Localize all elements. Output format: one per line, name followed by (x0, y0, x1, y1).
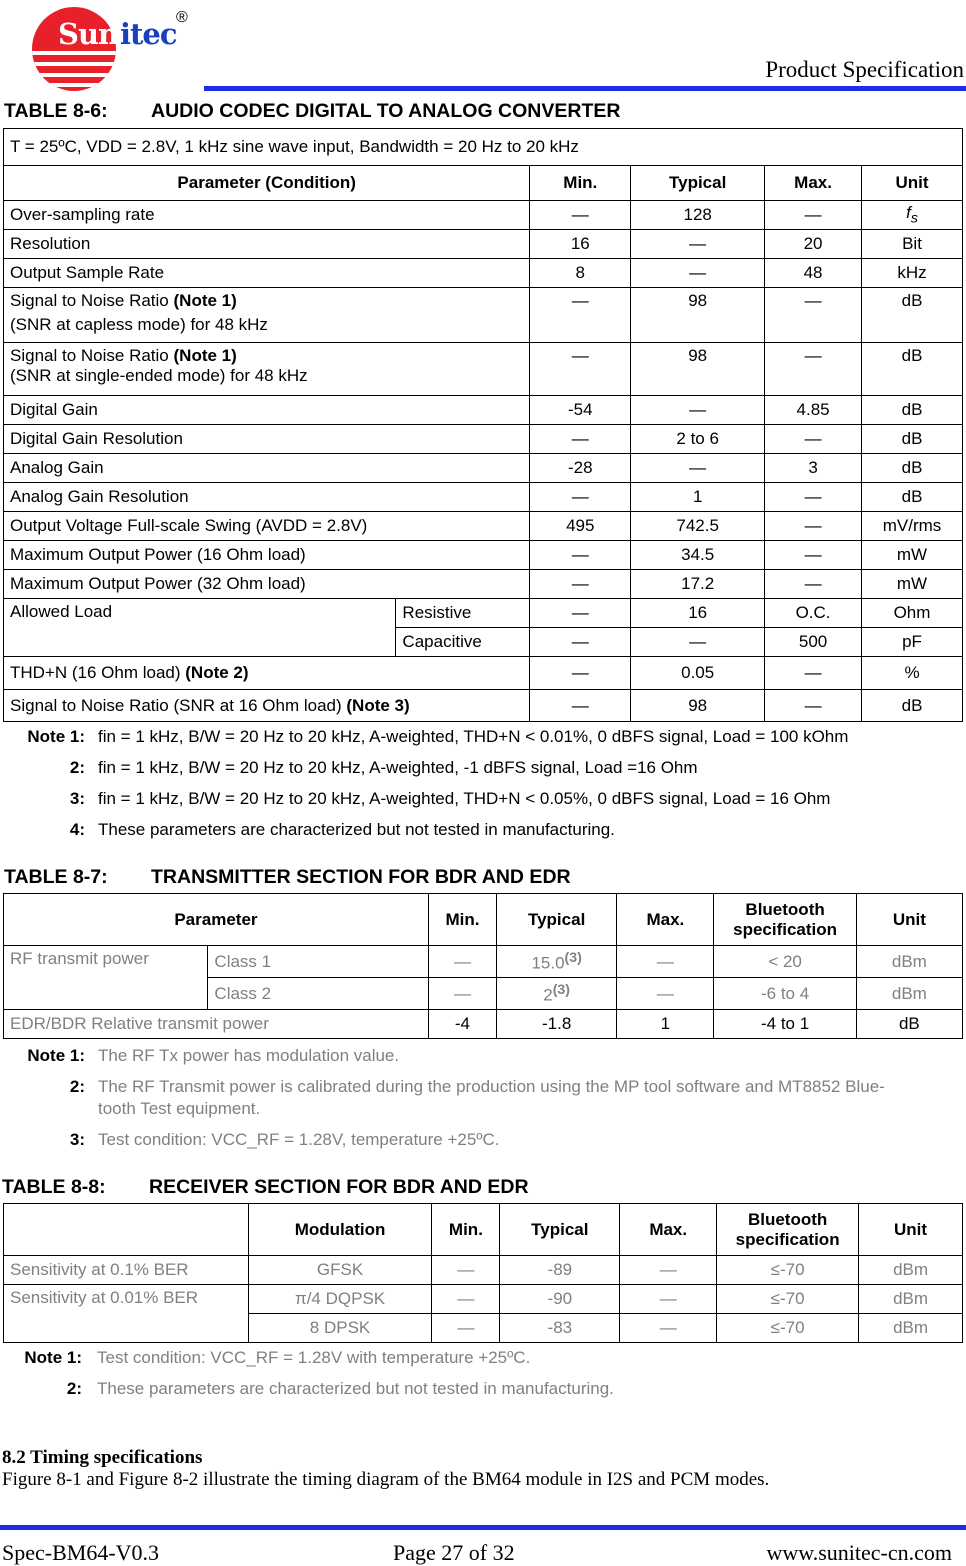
col-header-max: Max. (620, 1204, 717, 1256)
table-row: THD+N (16 Ohm load) (Note 2) — 0.05 — % (4, 657, 963, 690)
col-header-unit: Unit (859, 1204, 963, 1256)
col-header-unit: Unit (862, 166, 963, 201)
footer-page-number: Page 27 of 32 (393, 1540, 515, 1565)
table-row: Analog Gain -28 — 3 dB (4, 454, 963, 483)
table-8-6 (3, 128, 963, 722)
table-row: Signal to Noise Ratio (Note 1) (SNR at single-ended mode) for 48 kHz — 98 — dB (4, 343, 963, 396)
col-header-unit: Unit (856, 894, 962, 946)
header-rule (204, 86, 966, 91)
table-8-7-caption: TABLE 8-7: TRANSMITTER SECTION FOR BDR AND EDR (4, 866, 571, 888)
table-row: Output Voltage Full-scale Swing (AVDD = 2.8V) 495 742.5 — mV/rms (4, 512, 963, 541)
logo-text-itec: itec (120, 17, 177, 51)
section-heading: 8.2 Timing specifications (2, 1447, 203, 1468)
table-row: Over-sampling rate — 128 — $f_s$ (4, 201, 963, 230)
col-header-bt-spec: Bluetooth specification (717, 1204, 859, 1256)
table-row: Sensitivity at 0.01% BER π/4 DQPSK — -90 — ≤-70 dBm (4, 1285, 963, 1314)
col-header-min: Min. (432, 1204, 500, 1256)
col-header-max: Max. (617, 894, 714, 946)
table-row: Output Sample Rate 8 — 48 kHz (4, 259, 963, 288)
header-title: Product Specification (765, 57, 964, 82)
col-header-modulation: Modulation (248, 1204, 432, 1256)
table-8-8-caption: TABLE 8-8: RECEIVER SECTION FOR BDR AND EDR (2, 1176, 529, 1198)
table-row: Allowed Load Resistive — 16 O.C. Ohm (4, 599, 963, 628)
col-header-parameter: Parameter (Condition) (4, 166, 530, 201)
col-header-bt-spec: Bluetooth specification (714, 894, 856, 946)
footer-rule (0, 1525, 966, 1530)
col-header-typical: Typical (631, 166, 765, 201)
table-8-6-caption: TABLE 8-6: AUDIO CODEC DIGITAL TO ANALOG CONVERTER (4, 100, 621, 122)
col-header-max: Max. (765, 166, 862, 201)
sunitec-logo (28, 5, 198, 95)
table-8-6-conditions: T = 25ºC, VDD = 2.8V, 1 kHz sine wave input, Bandwidth = 20 Hz to 20 kHz (4, 129, 963, 166)
section-8-2 (2, 1447, 769, 1491)
col-header-typical: Typical (500, 1204, 620, 1256)
table-row: Digital Gain Resolution — 2 to 6 — dB (4, 425, 963, 454)
table-row: Analog Gain Resolution — 1 — dB (4, 483, 963, 512)
col-header-parameter: Parameter (4, 894, 429, 946)
table-row: Signal to Noise Ratio (Note 1) (SNR at capless mode) for 48 kHz — 98 — dB (4, 288, 963, 343)
table-row: Resolution 16 — 20 Bit (4, 230, 963, 259)
table-row: Signal to Noise Ratio (SNR at 16 Ohm load) (Note 3) — 98 — dB (4, 690, 963, 722)
table-row: Maximum Output Power (16 Ohm load) — 34.5 — mW (4, 541, 963, 570)
col-header-min: Min. (428, 894, 496, 946)
footer-doc-id: Spec-BM64-V0.3 (2, 1540, 160, 1565)
section-body: Figure 8-1 and Figure 8-2 illustrate the timing diagram of the BM64 module in I2S and PCM modes. (2, 1469, 770, 1490)
table-row: Sensitivity at 0.1% BER GFSK — -89 — ≤-70 dBm (4, 1256, 963, 1285)
table-row: Class 2 — 2$^{(3)}$ — -6 to 4 dBm (4, 978, 963, 1010)
table-8-7 (3, 893, 963, 1039)
fs-unit: $f_s$ (906, 203, 918, 227)
table-row: Digital Gain -54 — 4.85 dB (4, 396, 963, 425)
col-header-typical: Typical (497, 894, 617, 946)
footer-website: www.sunitec-cn.com (766, 1540, 952, 1565)
col-header-min: Min. (530, 166, 631, 201)
table-row: 8 DPSK — -83 — ≤-70 dBm (4, 1314, 963, 1343)
table-row: Maximum Output Power (32 Ohm load) — 17.2 — mW (4, 570, 963, 599)
table-8-8 (3, 1203, 963, 1343)
table-row: EDR/BDR Relative transmit power -4 -1.8 1 -4 to 1 dB (4, 1010, 963, 1039)
table-row: RF transmit power Class 1 — 15.0$^{(3)}$ — < 20 dBm (4, 946, 963, 978)
table-row: Capacitive — — 500 pF (4, 628, 963, 657)
logo-registered-mark: ® (176, 9, 188, 26)
logo-text-sun: Sun (58, 17, 119, 51)
